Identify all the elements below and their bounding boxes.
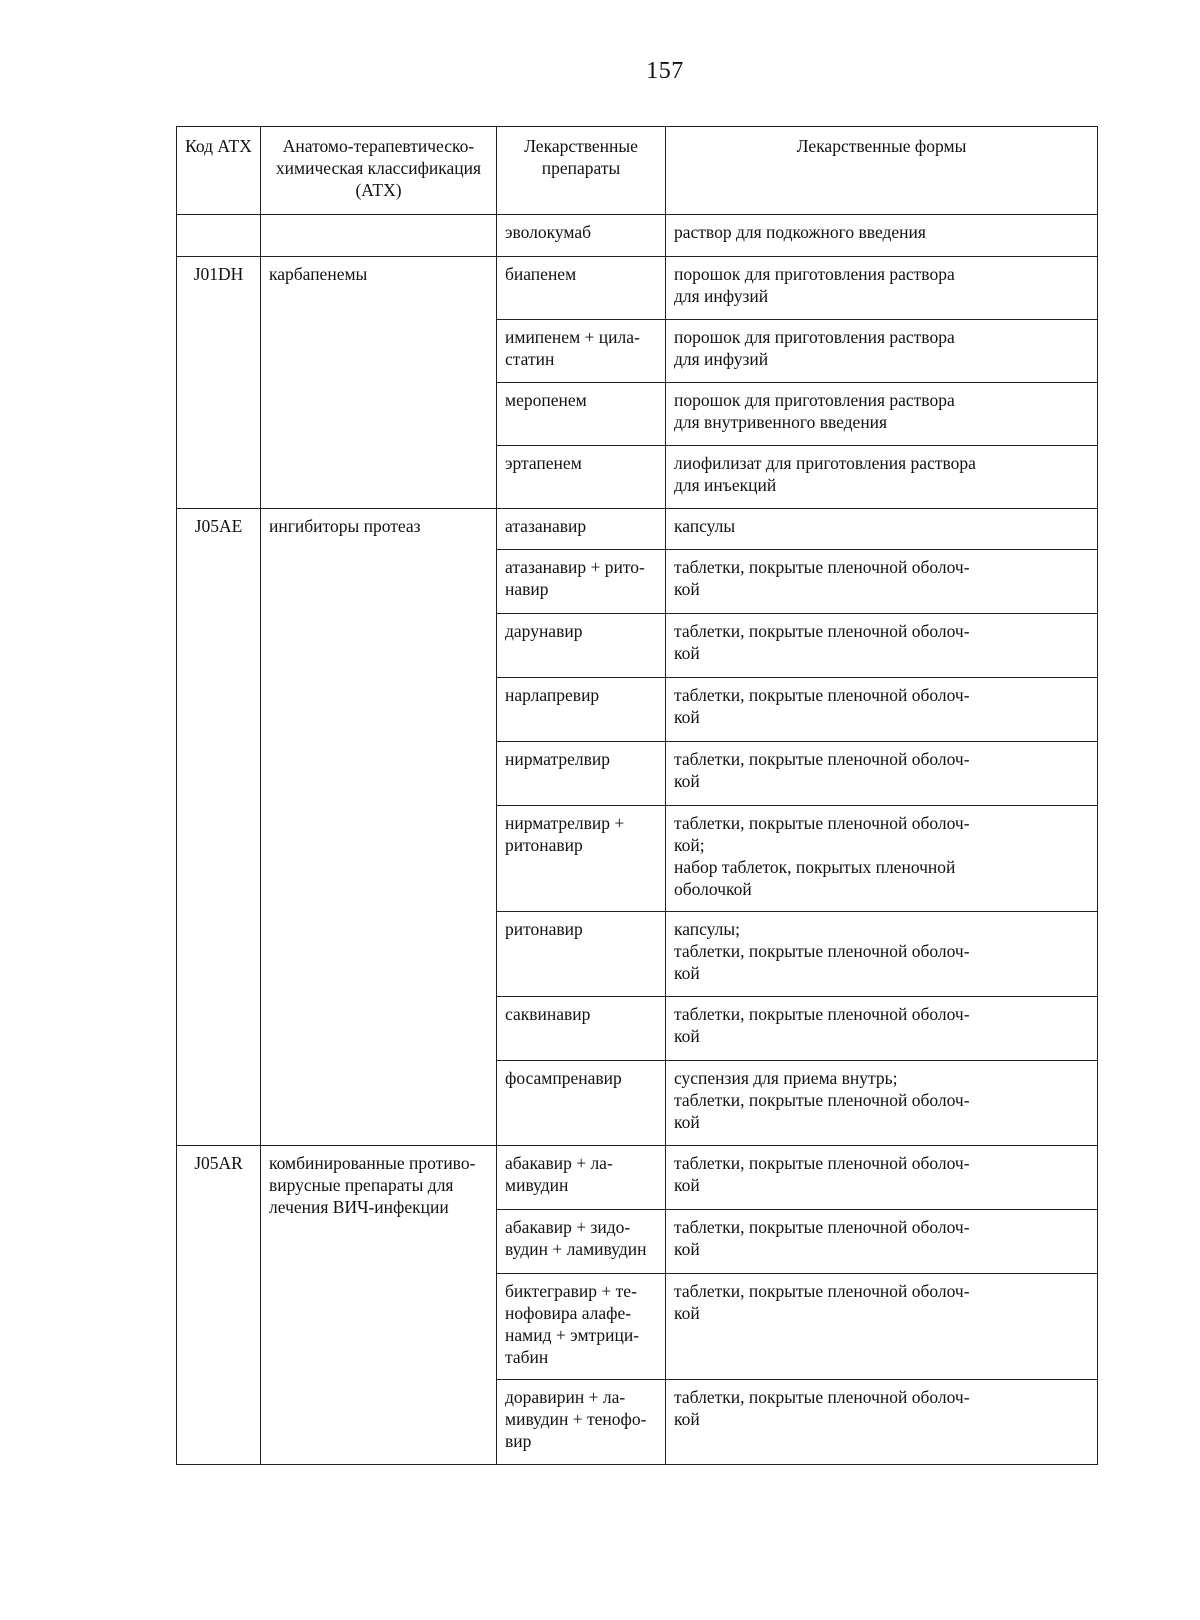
form-cell: порошок для приготовления раствора для инфузий: [666, 320, 1098, 383]
drug-cell: доравирин + ла- мивудин + тенофо- вир: [497, 1380, 666, 1465]
table-row: [177, 509, 1098, 550]
form-cell: таблетки, покрытые пленочной оболоч- кой: [666, 742, 1098, 806]
code-cell: [177, 215, 261, 257]
page-number: 157: [646, 58, 684, 84]
drug-cell: нарлапревир: [497, 678, 666, 742]
table-row: [177, 215, 1098, 257]
drug-cell: биктегравир + те- нофовира алафе- намид + эмтрици- табин: [497, 1274, 666, 1380]
atx-table: [176, 126, 1098, 1465]
form-cell: суспензия для приема внутрь; таблетки, покрытые пленочной оболоч- кой: [666, 1061, 1098, 1146]
form-cell: лиофилизат для приготовления раствора для инъекций: [666, 446, 1098, 509]
form-cell: таблетки, покрытые пленочной оболоч- кой: [666, 614, 1098, 678]
form-cell: таблетки, покрытые пленочной оболоч- кой; набор таблеток, покрытых пленочной оболочкой: [666, 806, 1098, 912]
form-cell: таблетки, покрытые пленочной оболоч- кой: [666, 997, 1098, 1061]
code-cell: J05AR: [177, 1146, 261, 1465]
classification-cell: [261, 215, 497, 257]
form-cell: порошок для приготовления раствора для инфузий: [666, 257, 1098, 320]
drug-cell: эртапенем: [497, 446, 666, 509]
form-cell: капсулы; таблетки, покрытые пленочной оболоч- кой: [666, 912, 1098, 997]
drug-cell: эволокумаб: [497, 215, 666, 257]
drug-cell: нирматрелвир: [497, 742, 666, 806]
form-cell: раствор для подкожного введения: [666, 215, 1098, 257]
header-classification: Анатомо-терапевтическо- химическая классификация (АТХ): [261, 127, 497, 215]
form-cell: таблетки, покрытые пленочной оболоч- кой: [666, 550, 1098, 614]
drug-cell: имипенем + цила- статин: [497, 320, 666, 383]
code-cell: J01DH: [177, 257, 261, 509]
classification-cell: ингибиторы протеаз: [261, 509, 497, 1146]
header-code: Код АТХ: [177, 127, 261, 215]
table-row: [177, 257, 1098, 320]
form-cell: таблетки, покрытые пленочной оболоч- кой: [666, 678, 1098, 742]
form-cell: таблетки, покрытые пленочной оболоч- кой: [666, 1146, 1098, 1210]
drug-cell: фосампренавир: [497, 1061, 666, 1146]
classification-cell: карбапенемы: [261, 257, 497, 509]
drug-cell: атазанавир: [497, 509, 666, 550]
drug-cell: биапенем: [497, 257, 666, 320]
table-row: [177, 1146, 1098, 1210]
drug-cell: ритонавир: [497, 912, 666, 997]
table-header: [177, 127, 1098, 215]
drug-cell: саквинавир: [497, 997, 666, 1061]
drug-cell: дарунавир: [497, 614, 666, 678]
form-cell: порошок для приготовления раствора для внутривенного введения: [666, 383, 1098, 446]
code-cell: J05AE: [177, 509, 261, 1146]
header-forms: Лекарственные формы: [666, 127, 1098, 215]
form-cell: таблетки, покрытые пленочной оболоч- кой: [666, 1380, 1098, 1465]
drug-cell: атазанавир + рито- навир: [497, 550, 666, 614]
form-cell: капсулы: [666, 509, 1098, 550]
drug-cell: абакавир + зидо- вудин + ламивудин: [497, 1210, 666, 1274]
header-drugs: Лекарственные препараты: [497, 127, 666, 215]
form-cell: таблетки, покрытые пленочной оболоч- кой: [666, 1274, 1098, 1380]
drug-cell: меропенем: [497, 383, 666, 446]
classification-cell: комбинированные противо- вирусные препараты для лечения ВИЧ-инфекции: [261, 1146, 497, 1465]
drug-cell: абакавир + ла- мивудин: [497, 1146, 666, 1210]
form-cell: таблетки, покрытые пленочной оболоч- кой: [666, 1210, 1098, 1274]
drug-cell: нирматрелвир + ритонавир: [497, 806, 666, 912]
